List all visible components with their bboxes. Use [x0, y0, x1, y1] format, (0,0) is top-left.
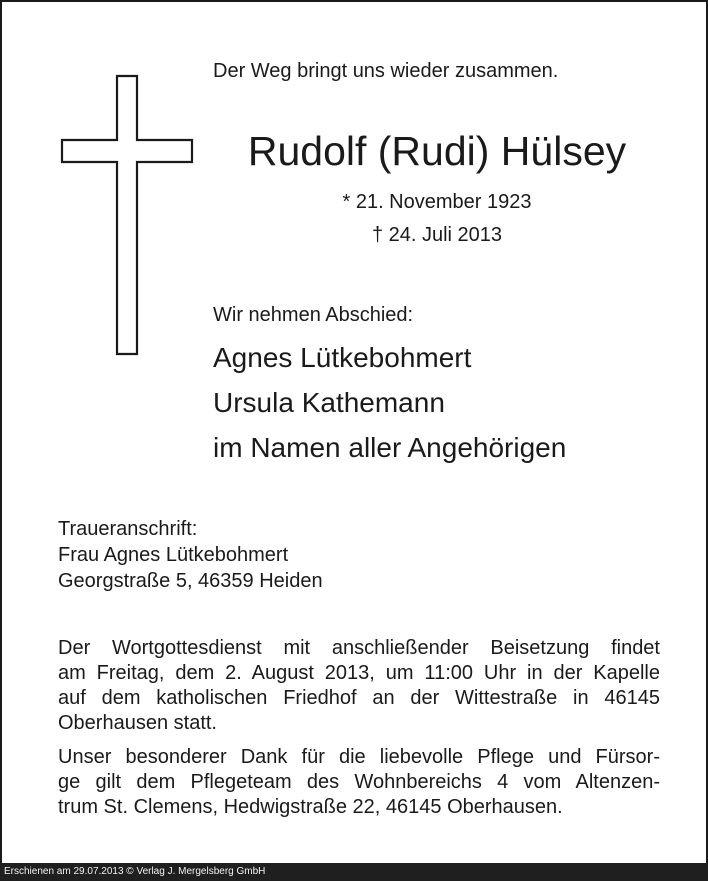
birth-date: * 21. November 1923: [342, 191, 532, 213]
address-label: Traueranschrift:: [58, 518, 198, 540]
farewell-intro: Wir nehmen Abschied:: [213, 304, 414, 326]
service-line: am Freitag, dem 2. August 2013, um 11:00 Uhr in der Kapelle: [58, 662, 660, 684]
mourners-list: [213, 338, 566, 473]
thanks-line: trum St. Clemens, Hedwigstraße 22, 46145 Oberhausen.: [58, 796, 563, 818]
service-line: auf dem katholischen Friedhof an der Wittestraße in 46145: [58, 687, 660, 709]
thanks-line: ge gilt dem Pflegeteam des Wohnbereichs 4 vom Altenzen-: [58, 771, 660, 793]
mourner-name: im Namen aller Angehörigen: [213, 432, 567, 463]
thanks-paragraph: [58, 745, 660, 820]
death-date: † 24. Juli 2013: [371, 224, 503, 246]
service-line: Der Wortgottesdienst mit anschließender Beisetzung findet: [58, 637, 660, 659]
deceased-name: Rudolf (Rudi) Hülsey: [247, 128, 627, 174]
address-name: Frau Agnes Lütkebohmert: [58, 544, 289, 566]
service-line: Oberhausen statt.: [58, 712, 217, 734]
publication-footer: Erschienen am 29.07.2013 © Verlag J. Mergelsberg GmbH: [0, 863, 708, 881]
mourner-name: Ursula Kathemann: [213, 387, 445, 418]
address-street-city: Georgstraße 5, 46359 Heiden: [58, 570, 323, 592]
mourner-name: Agnes Lütkebohmert: [213, 342, 472, 373]
service-paragraph: [58, 636, 660, 736]
thanks-line: Unser besonderer Dank für die liebevolle Pflege und Fürsor-: [58, 746, 660, 768]
latin-cross-icon: [60, 74, 196, 358]
mourning-address: [58, 516, 323, 594]
motto-text: Der Weg bringt uns wieder zusammen.: [213, 60, 559, 82]
